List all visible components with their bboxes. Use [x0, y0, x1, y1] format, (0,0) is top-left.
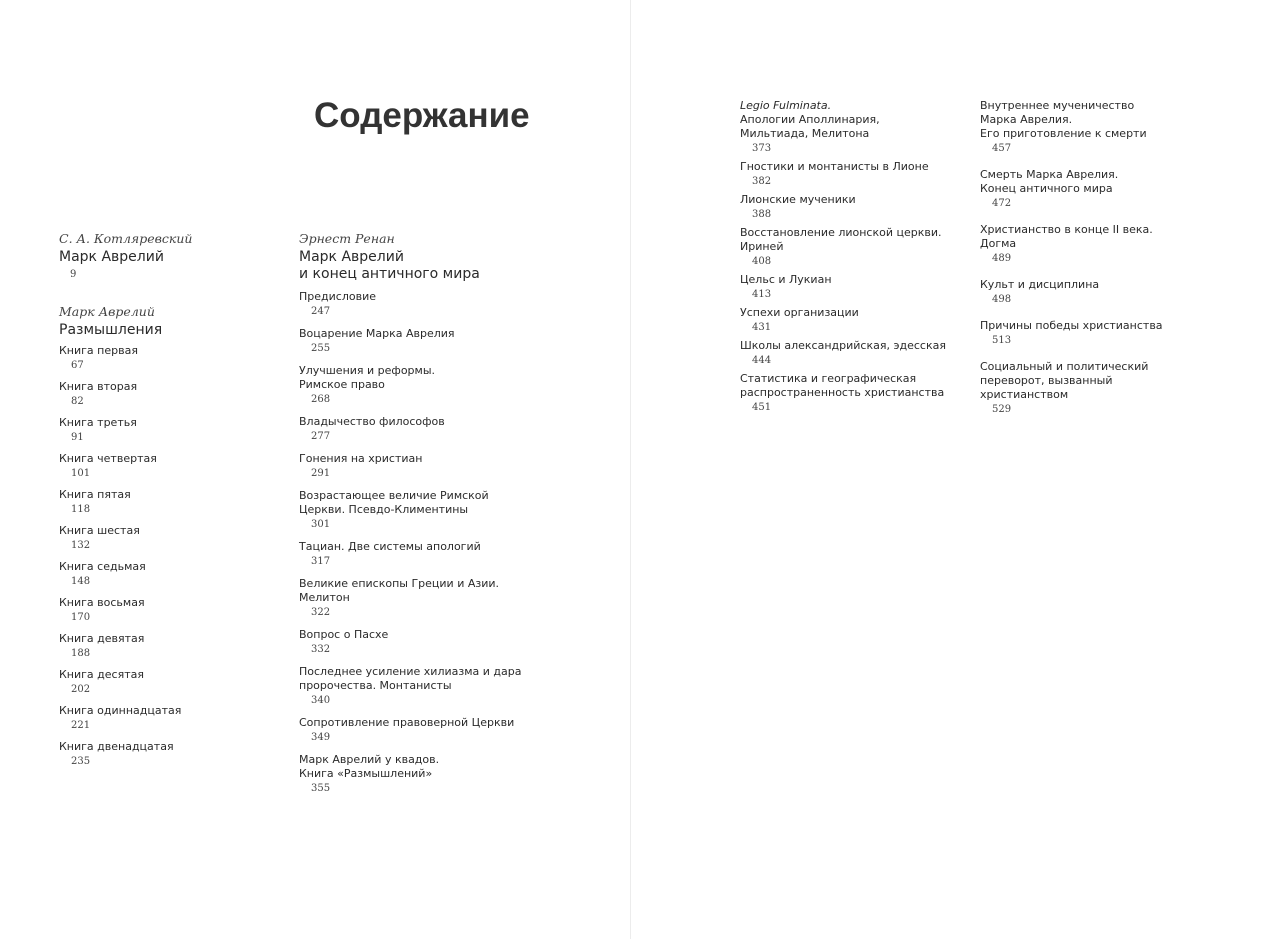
toc-entry [299, 540, 579, 569]
entry-label: Апологии Аполлинария, Мильтиада, Мелитона [740, 113, 880, 140]
entry-label: Книга десятая [59, 668, 144, 681]
entry-label: Восстановление лионской церкви. Ириней [740, 226, 942, 253]
entry-page-number: 118 [71, 504, 91, 515]
toc-entry [59, 344, 279, 373]
work-author: Эрнест Ренан [299, 231, 395, 246]
entry-page-number: 322 [311, 607, 331, 618]
entry-label: Книга вторая [59, 380, 138, 393]
entry-label: Книга девятая [59, 632, 145, 645]
toc-entry [59, 740, 279, 769]
entry-label: Книга восьмая [59, 596, 145, 609]
entry-page-number: 355 [311, 783, 331, 794]
entry-label: Культ и дисциплина [980, 278, 1100, 291]
toc-entry [59, 704, 279, 733]
entry-label: Христианство в конце II века. Догма [980, 223, 1153, 250]
toc-entry [299, 415, 579, 444]
entry-label: Внутреннее мученичество Марка Аврелия. Его приготовление к смерти [980, 99, 1147, 140]
toc-entry [740, 160, 965, 189]
entry-label: Статистика и географическая распространенность христианства [740, 372, 945, 399]
toc-entry [299, 628, 579, 657]
entry-page-number: 235 [71, 756, 91, 767]
toc-entry [740, 273, 965, 302]
entry-page-number: 489 [992, 253, 1012, 264]
entry-label: Улучшения и реформы. Римское право [299, 364, 436, 391]
entry-label: Книга шестая [59, 524, 140, 537]
toc-entry [299, 327, 579, 356]
toc-entry [299, 489, 579, 532]
toc-entry [980, 99, 1210, 156]
toc-entry [740, 226, 965, 269]
toc-column-1 [59, 231, 279, 769]
toc-entry [980, 168, 1210, 211]
entry-label: Книга одиннадцатая [59, 704, 182, 717]
entry-page-number: 373 [752, 143, 772, 154]
entry-page-number: 382 [752, 176, 772, 187]
entry-label: Книга четвертая [59, 452, 157, 465]
entry-page-number: 291 [311, 468, 331, 479]
toc-entry-list [980, 99, 1210, 417]
entry-label: Книга седьмая [59, 560, 146, 573]
entry-page-number: 91 [71, 432, 84, 443]
toc-entry [980, 319, 1210, 348]
toc-column-4 [980, 99, 1210, 417]
toc-entry [740, 306, 965, 335]
toc-column-2 [299, 231, 579, 796]
toc-entry [299, 665, 579, 708]
entry-page-number: 255 [311, 343, 331, 354]
toc-entry [740, 339, 965, 368]
toc-entry [299, 716, 579, 745]
entry-label: Успехи организации [740, 306, 859, 319]
entry-page-number: 247 [311, 306, 331, 317]
entry-label: Гонения на христиан [299, 452, 423, 465]
entry-page-number: 188 [71, 648, 91, 659]
toc-entry [740, 113, 965, 156]
entry-label-italic: Legio Fulminata. [740, 99, 832, 112]
toc-entry [59, 668, 279, 697]
work-title: Марк Аврелий [59, 249, 164, 265]
toc-entry [299, 577, 579, 620]
toc-entry [299, 452, 579, 481]
entry-label: Социальный и политический переворот, вызванный христианством [980, 360, 1149, 401]
toc-entry-list [299, 290, 579, 796]
entry-page-number: 472 [992, 198, 1012, 209]
entry-label: Гностики и монтанисты в Лионе [740, 160, 929, 173]
entry-label: Смерть Марка Аврелия. Конец античного мира [980, 168, 1119, 195]
entry-page-number: 268 [311, 394, 331, 405]
entry-page-number: 457 [992, 143, 1012, 154]
toc-entry [299, 364, 579, 407]
entry-page-number: 82 [71, 396, 84, 407]
entry-label: Сопротивление правоверной Церкви [299, 716, 515, 729]
entry-page-number: 132 [71, 540, 91, 551]
toc-entry [980, 360, 1210, 417]
toc-entry [59, 488, 279, 517]
toc-entry-list [59, 344, 279, 769]
toc-entry [59, 452, 279, 481]
toc-column-3 [740, 99, 965, 415]
entry-label: Тациан. Две системы апологий [299, 540, 481, 553]
entry-label: Книга пятая [59, 488, 131, 501]
entry-label: Владычество философов [299, 415, 445, 428]
entry-page-number: 277 [311, 431, 331, 442]
toc-entry [299, 290, 579, 319]
entry-page-number: 388 [752, 209, 772, 220]
work-title: Марк Аврелий и конец античного мира [299, 249, 480, 282]
entry-page-number: 451 [752, 402, 772, 413]
entry-page-number: 202 [71, 684, 91, 695]
work-page-number: 9 [70, 269, 77, 280]
entry-page-number: 340 [311, 695, 331, 706]
entry-label: Вопрос о Пасхе [299, 628, 389, 641]
entry-label: Последнее усиление хилиазма и дара пророчества. Монтанисты [299, 665, 522, 692]
entry-page-number: 529 [992, 404, 1012, 415]
entry-label: Великие епископы Греции и Азии. Мелитон [299, 577, 500, 604]
toc-entry [740, 193, 965, 222]
work-author: С. А. Котляревский [59, 231, 193, 246]
toc-entry [299, 753, 579, 796]
entry-label: Цельс и Лукиан [740, 273, 832, 286]
page-title: Содержание [314, 96, 530, 135]
entry-label [740, 99, 965, 113]
toc-entry [59, 596, 279, 625]
entry-page-number: 317 [311, 556, 331, 567]
toc-entry-legio [740, 99, 965, 113]
entry-page-number: 332 [311, 644, 331, 655]
entry-page-number: 431 [752, 322, 772, 333]
entry-page-number: 170 [71, 612, 91, 623]
toc-entry [59, 524, 279, 553]
entry-page-number: 349 [311, 732, 331, 743]
entry-page-number: 513 [992, 335, 1012, 346]
toc-entry [59, 560, 279, 589]
entry-page-number: 221 [71, 720, 91, 731]
entry-label: Книга третья [59, 416, 137, 429]
entry-page-number: 101 [71, 468, 91, 479]
entry-label: Предисловие [299, 290, 376, 303]
toc-work-meditations [59, 304, 279, 769]
entry-label: Воцарение Марка Аврелия [299, 327, 455, 340]
entry-label: Лионские мученики [740, 193, 856, 206]
toc-entry [980, 223, 1210, 266]
entry-page-number: 301 [311, 519, 331, 530]
toc-entry [740, 372, 965, 415]
toc-work-kotlyarevsky [59, 231, 279, 282]
entry-label: Книга первая [59, 344, 138, 357]
entry-label: Причины победы христианства [980, 319, 1163, 332]
entry-label: Книга двенадцатая [59, 740, 174, 753]
entry-page-number: 444 [752, 355, 772, 366]
toc-entry [59, 416, 279, 445]
work-title: Размышления [59, 322, 163, 338]
entry-label: Возрастающее величие Римской Церкви. Псевдо-Климентины [299, 489, 489, 516]
entry-label: Школы александрийская, эдесская [740, 339, 946, 352]
toc-entry-list [740, 113, 965, 415]
toc-entry [59, 380, 279, 409]
entry-page-number: 408 [752, 256, 772, 267]
entry-page-number: 148 [71, 576, 91, 587]
entry-label: Марк Аврелий у квадов. Книга «Размышлений» [299, 753, 440, 780]
toc-entry [59, 632, 279, 661]
entry-page-number: 67 [71, 360, 84, 371]
entry-page-number: 413 [752, 289, 772, 300]
entry-page-number: 498 [992, 294, 1012, 305]
toc-entry [980, 278, 1210, 307]
work-author: Марк Аврелий [59, 304, 155, 319]
